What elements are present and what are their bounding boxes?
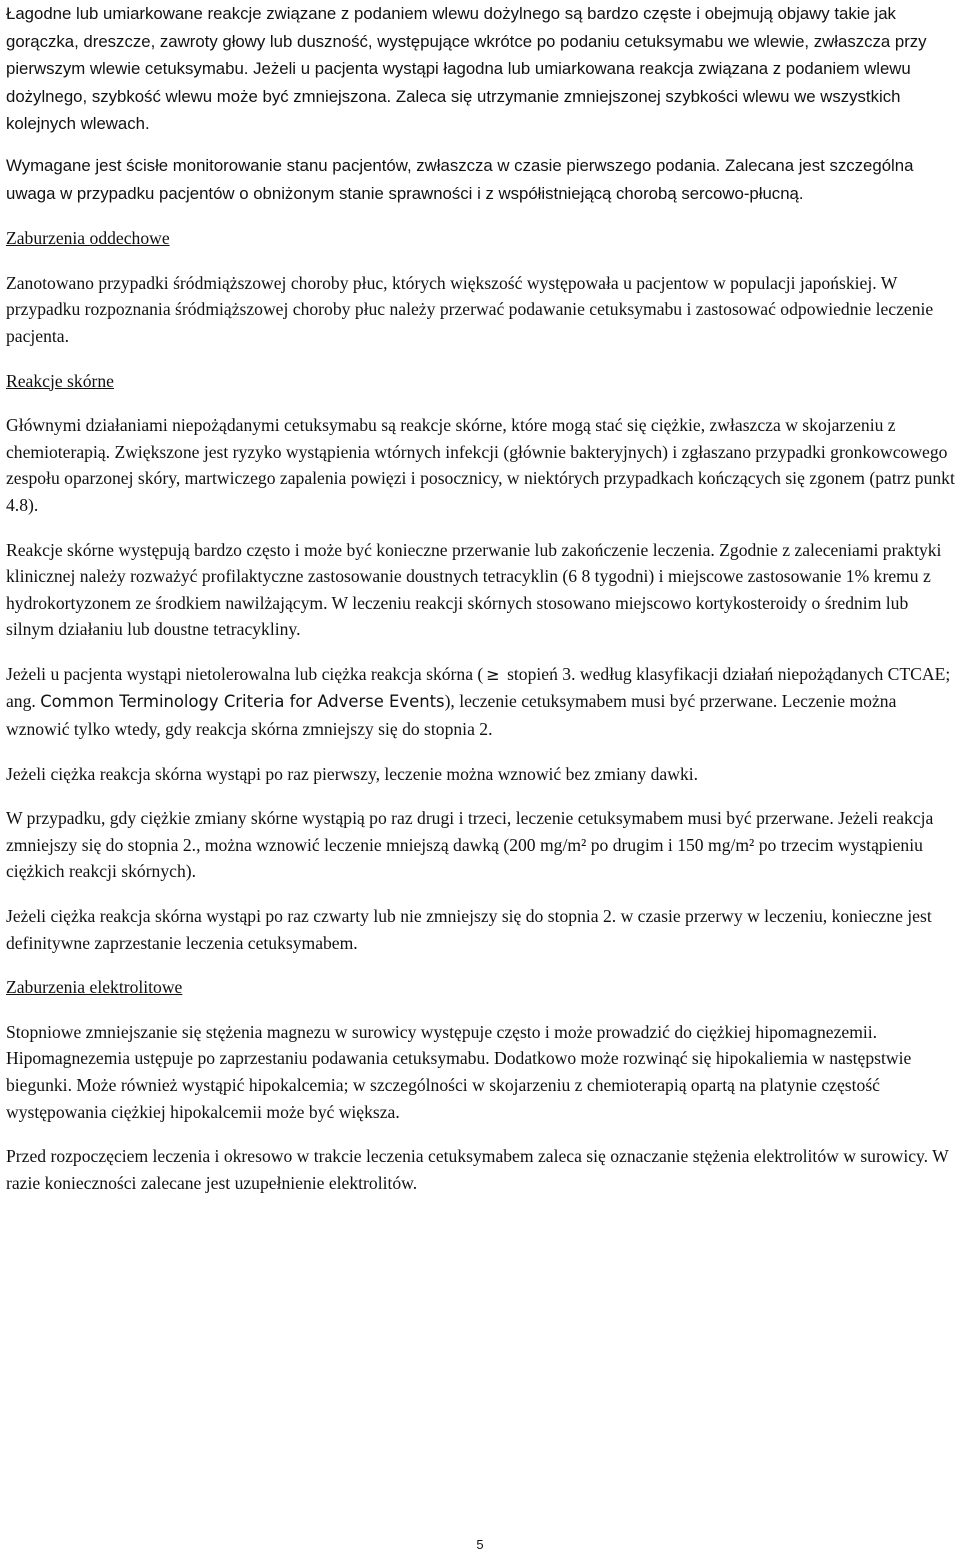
paragraph-infusion-reactions-continuation: Zaleca się utrzymanie zmniejszonej szybkości wlewu we wszystkich kolejnych wlewach. <box>6 86 901 134</box>
paragraph-electrolyte-monitoring: Przed rozpoczęciem leczenia i okresowo w trakcie leczenia cetuksymabem zaleca się oznaczanie stężenia elektrolitów w surowicy. W razie konieczności zalecane jest uzupełnienie elektrolitów. <box>6 1146 949 1193</box>
paragraph-skin-reactions-main: Głównymi działaniami niepożądanymi cetuksymabu są reakcje skórne, które mogą stać się ciężkie, zwłaszcza w skojarzeniu z chemioterapią. Zwiększone jest ryzyko wystąpienia wtórnych infekcji (głównie bakteryjnych) i zgłaszano przypadki gronkowcowego zespołu oparzonej skóry, martwiczego zapalenia powięzi i posocznicy, w niektórych przypadkach kończących się zgonem (patrz punkt 4.8). <box>6 415 955 515</box>
paragraph-severe-skin-reaction-part3: ), leczenie cetuksymabem musi być przerwane. Leczenie można wznowić tylko wtedy, gdy reakcja skórna zmniejszy się do stopnia 2. <box>6 691 897 740</box>
document-page <box>6 0 956 1196</box>
page-number: 5 <box>476 1537 484 1552</box>
paragraph-fourth-occurrence: Jeżeli ciężka reakcja skórna wystąpi po raz czwarty lub nie zmniejszy się do stopnia 2. w czasie przerwy w leczeniu, konieczne jest definitywne zaprzestanie leczenia cetuksymabem. <box>6 906 932 953</box>
paragraph-severe-skin-reaction <box>6 661 956 743</box>
paragraph-monitoring-text: Wymagane jest ścisłe monitorowanie stanu pacjentów, zwłaszcza w czasie pierwszego podania. Zalecana jest szczególna uwaga w przypadku pacjentów o obniżonym stanie sprawności i z współistniejącą chorobą sercowo-płucną. <box>6 155 914 203</box>
heading-respiratory-disorders: Zaburzenia oddechowe <box>6 228 170 249</box>
paragraph-second-third-occurrence: W przypadku, gdy ciężkie zmiany skórne wystąpią po raz drugi i trzeci, leczenie cetuksymabem musi być przerwane. Jeżeli reakcja zmniejszy się do stopnia 2., można wznowić leczenie mniejszą dawką (200 mg/m² po drugim i 150 mg/m² po trzecim wystąpieniu ciężkich reakcji skórnych). <box>6 808 934 882</box>
paragraph-skin-reactions-frequency: Reakcje skórne występują bardzo często i może być konieczne przerwanie lub zakończenie leczenia. Zgodnie z zaleceniami praktyki klinicznej należy rozważyć profilaktyczne zastosowanie doustnych tetracyklin (6 8 tygodni) i miejscowe zastosowanie 1% kremu z hydrokortyzonem ze środkiem nawilżającym. W leczeniu reakcji skórnych stosowano miejscowo kortykosteroidy o średnim lub silnym działaniu lub doustne tetracykliny. <box>6 539 942 640</box>
heading-electrolyte-disorders: Zaburzenia elektrolitowe <box>6 977 183 998</box>
paragraph-infusion-reactions-text: Łagodne lub umiarkowane reakcje związane z podaniem wlewu dożylnego są bardzo częste i obejmują objawy takie jak gorączka, dreszcze, zawroty głowy lub duszność, występujące wkrótce po podaniu cetuksymabu we wlewie, zwłaszcza przy pierwszym wlewie cetuksymabu. Jeżeli u pacjenta wystąpi łagodna lub umiarkowana reakcja związana z podaniem wlewu dożylnego, szybkość wlewu może być zmniejszona. <box>6 4 927 106</box>
paragraph-severe-skin-reaction-part1: Jeżeli u pacjenta wystąpi nietolerowalna lub ciężka reakcja skórna ( <box>6 663 484 684</box>
paragraph-magnesium: Stopniowe zmniejszanie się stężenia magnezu w surowicy występuje często i może prowadzić do ciężkiej hipomagnezemii. Hipomagnezemia ustępuje po zaprzestaniu podawania cetuksymabu. Dodatkowo może rozwinąć się hipokaliemia w następstwie biegunki. Może również wystąpić hipokalcemia; w szczególności w skojarzeniu z chemioterapią opartą na platynie częstość występowania ciężkiej hipokalcemii może być większa. <box>6 1021 912 1122</box>
paragraph-infusion-reactions <box>6 0 956 138</box>
paragraph-interstitial-lung-disease: Zanotowano przypadki śródmiąższowej choroby płuc, których większość występowała u pacjentow w populacji japońskiej. W przypadku rozpoznania śródmiąższowej choroby płuc należy przerwać podawanie cetuksymabu i zastosować odpowiednie leczenie pacjenta. <box>6 272 934 346</box>
paragraph-monitoring <box>6 152 956 207</box>
ctcae-full-name: Common Terminology Criteria for Adverse Events <box>40 692 445 712</box>
heading-skin-reactions: Reakcje skórne <box>6 370 114 391</box>
paragraph-first-occurrence: Jeżeli ciężka reakcja skórna wystąpi po raz pierwszy, leczenie można wznowić bez zmiany dawki. <box>6 763 699 784</box>
paragraph-severe-skin-reaction-part2: stopień 3. według klasyfikacji działań niepożądanych CTCAE; ang. <box>6 663 951 712</box>
greater-or-equal-icon: ≥ <box>486 664 500 684</box>
